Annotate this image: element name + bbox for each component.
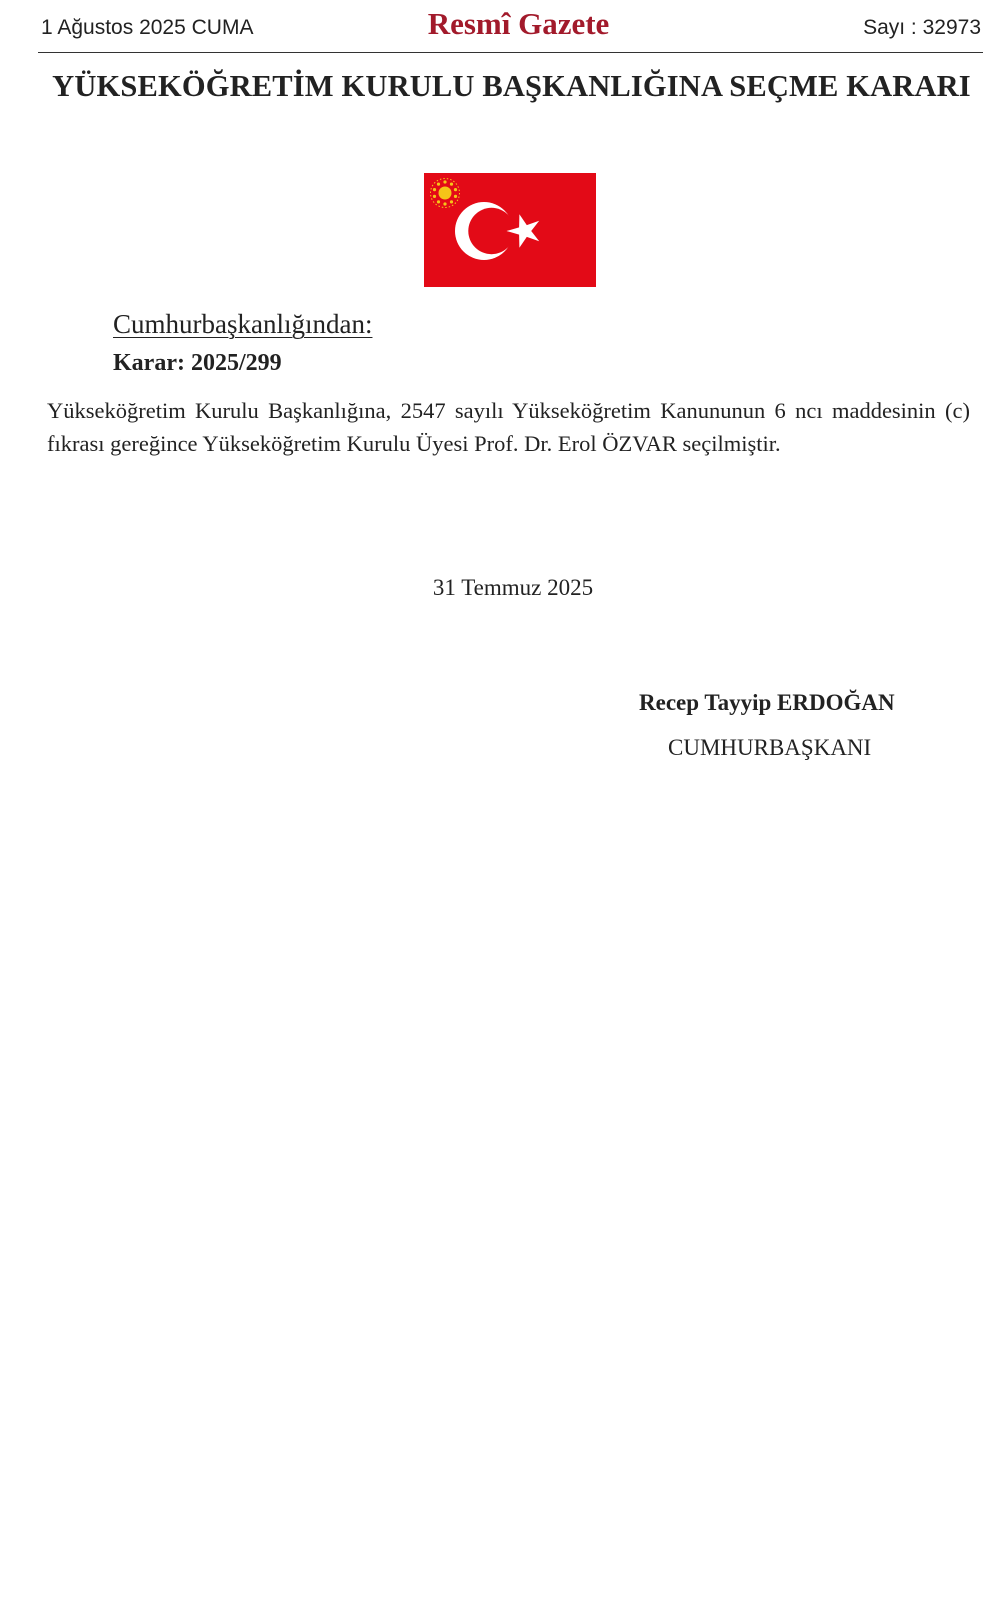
masthead-title: Resmî Gazete <box>427 6 610 41</box>
document-title: YÜKSEKÖĞRETİM KURULU BAŞKANLIĞINA SEÇME KARARI <box>52 69 971 103</box>
decision-number: Karar: 2025/299 <box>113 350 282 376</box>
turkish-flag-icon <box>424 173 596 287</box>
header-date: 1 Ağustos 2025 CUMA <box>41 16 254 39</box>
signer-title: CUMHURBAŞKANI <box>668 735 872 760</box>
issuer-heading: Cumhurbaşkanlığından: <box>113 309 373 339</box>
decision-date: 31 Temmuz 2025 <box>432 575 594 600</box>
header-issue-number: Sayı : 32973 <box>863 16 981 39</box>
decision-body-paragraph: Yükseköğretim Kurulu Başkanlığına, 2547 sayılı Yükseköğretim Kanununun 6 ncı maddesinin (c) fıkrası gereğince Yükseköğretim Kurulu Üyesi Prof. Dr. Erol ÖZVAR seçilmiştir. <box>47 398 970 456</box>
signer-name: Recep Tayyip ERDOĞAN <box>639 690 895 715</box>
header-divider <box>38 52 983 53</box>
